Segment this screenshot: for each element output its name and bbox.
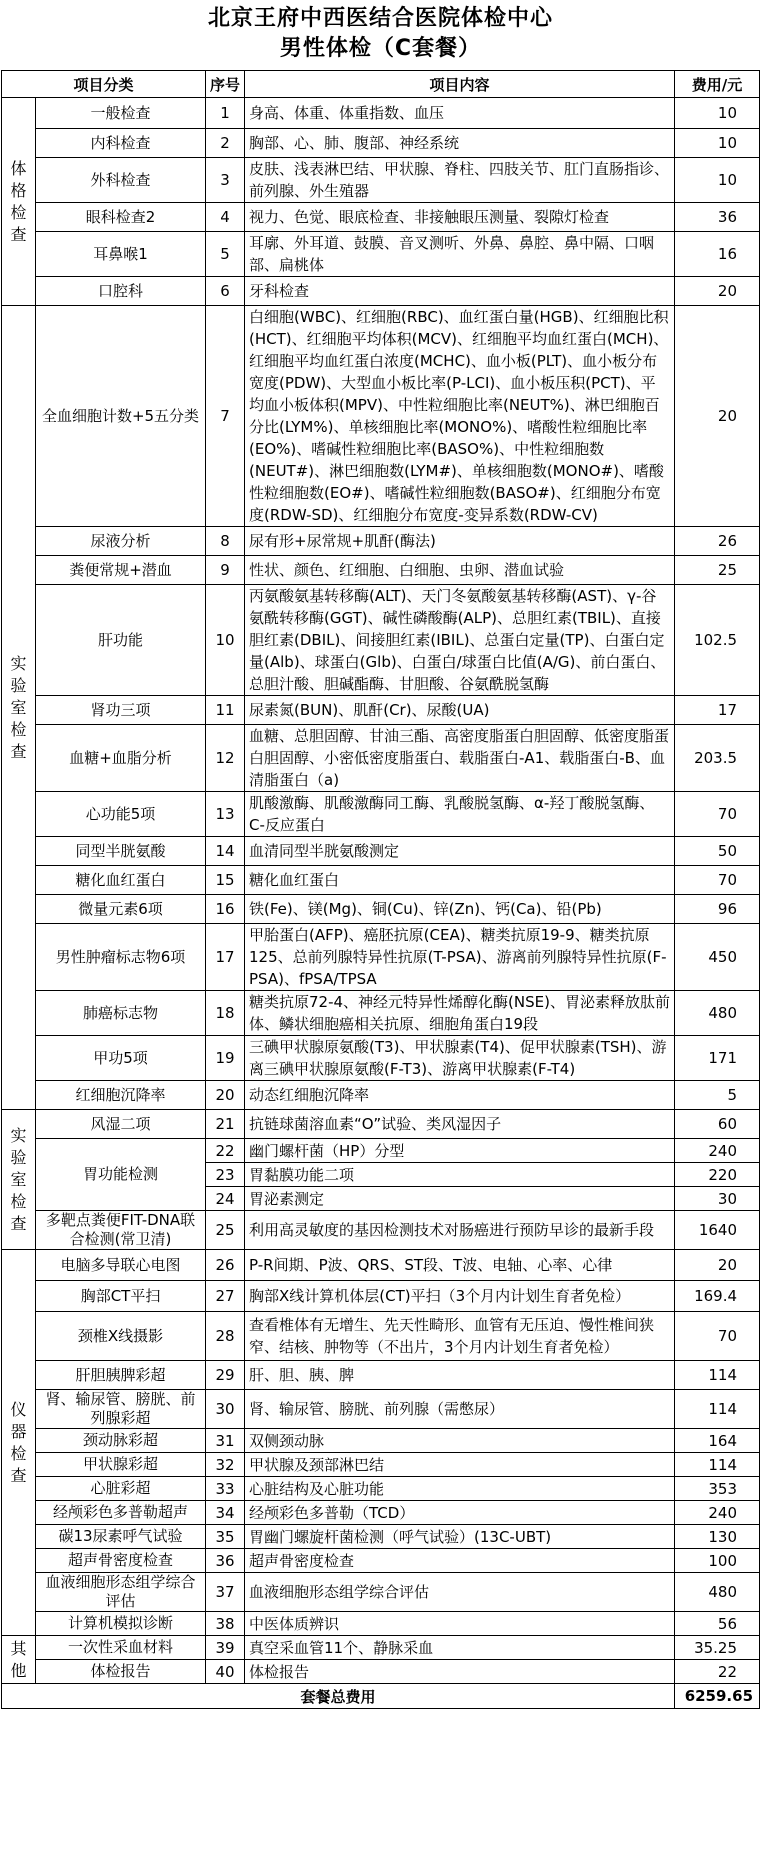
table-row	[2, 1453, 760, 1477]
item-name: 碳13尿素呼气试验	[36, 1525, 206, 1549]
item-name: 肾、输尿管、膀胱、前列腺彩超	[36, 1390, 206, 1429]
exam-items-table	[1, 70, 760, 1709]
table-row	[2, 1211, 760, 1250]
item-content: 丙氨酸氨基转移酶(ALT)、天门冬氨酸氨基转移酶(AST)、γ-谷氨酰转移酶(GGT)、碱性磷酸酶(ALP)、总胆红素(TBIL)、直接胆红素(DBIL)、间接胆红素(IBIL)、总蛋白定量(TP)、白蛋白定量(Alb)、球蛋白(Glb)、白蛋白/球蛋白比值(A/G)、前白蛋白、总胆汁酸、胆碱酯酶、甘胆酸、谷氨酰脱氢酶	[245, 585, 675, 696]
item-fee: 100	[675, 1549, 760, 1573]
item-number: 14	[206, 837, 245, 866]
item-number: 11	[206, 696, 245, 725]
item-number: 23	[206, 1163, 245, 1187]
item-name: 风湿二项	[36, 1110, 206, 1139]
item-name: 甲功5项	[36, 1036, 206, 1081]
item-content: 肾、输尿管、膀胱、前列腺（需憋尿）	[245, 1390, 675, 1429]
item-content: 尿素氮(BUN)、肌酐(Cr)、尿酸(UA)	[245, 696, 675, 725]
item-name: 全血细胞计数+5五分类	[36, 306, 206, 527]
item-number: 6	[206, 277, 245, 306]
item-name: 电脑多导联心电图	[36, 1250, 206, 1281]
table-row	[2, 1110, 760, 1139]
item-number: 33	[206, 1477, 245, 1501]
item-fee: 20	[675, 306, 760, 527]
item-number: 15	[206, 866, 245, 895]
table-row	[2, 1660, 760, 1684]
table-row	[2, 1390, 760, 1429]
item-name: 颈椎X线摄影	[36, 1312, 206, 1361]
item-content: 幽门螺杆菌（HP）分型	[245, 1139, 675, 1163]
item-content: 查看椎体有无增生、先天性畸形、血管有无压迫、慢性椎间狭窄、结核、肿物等（不出片，3个月内计划生育者免检）	[245, 1312, 675, 1361]
item-content: 皮肤、浅表淋巴结、甲状腺、脊柱、四肢关节、肛门直肠指诊、前列腺、外生殖器	[245, 158, 675, 203]
item-content: 甲胎蛋白(AFP)、癌胚抗原(CEA)、糖类抗原19-9、糖类抗原125、总前列腺特异性抗原(T-PSA)、游离前列腺特异性抗原(F-PSA)、fPSA/TPSA	[245, 924, 675, 991]
item-fee: 102.5	[675, 585, 760, 696]
item-number: 26	[206, 1250, 245, 1281]
item-fee: 171	[675, 1036, 760, 1081]
item-fee: 353	[675, 1477, 760, 1501]
item-content: 性状、颜色、红细胞、白细胞、虫卵、潜血试验	[245, 556, 675, 585]
item-name: 胃功能检测	[36, 1139, 206, 1211]
item-content: 铁(Fe)、镁(Mg)、铜(Cu)、锌(Zn)、钙(Ca)、铅(Pb)	[245, 895, 675, 924]
table-row	[2, 1036, 760, 1081]
item-name: 同型半胱氨酸	[36, 837, 206, 866]
item-fee: 96	[675, 895, 760, 924]
table-row	[2, 1081, 760, 1110]
item-name: 红细胞沉降率	[36, 1081, 206, 1110]
item-name: 心功能5项	[36, 792, 206, 837]
item-name: 一次性采血材料	[36, 1636, 206, 1660]
total-label: 套餐总费用	[2, 1684, 675, 1709]
item-name: 计算机模拟诊断	[36, 1612, 206, 1636]
item-fee: 36	[675, 203, 760, 232]
table-row	[2, 1429, 760, 1453]
table-row	[2, 1612, 760, 1636]
category-label: 其他	[10, 1638, 27, 1680]
item-name: 血糖+血脂分析	[36, 725, 206, 792]
item-number: 29	[206, 1361, 245, 1390]
item-content: 血液细胞形态组学综合评估	[245, 1573, 675, 1612]
table-row	[2, 1250, 760, 1281]
item-number: 17	[206, 924, 245, 991]
item-number: 18	[206, 991, 245, 1036]
table-row	[2, 1281, 760, 1312]
item-name: 粪便常规+潜血	[36, 556, 206, 585]
item-number: 28	[206, 1312, 245, 1361]
table-row	[2, 306, 760, 527]
table-row	[2, 1525, 760, 1549]
item-content: 双侧颈动脉	[245, 1429, 675, 1453]
item-number: 34	[206, 1501, 245, 1525]
category-group-other	[2, 1636, 36, 1684]
header-category: 项目分类	[2, 71, 206, 98]
table-row	[2, 98, 760, 129]
item-fee: 70	[675, 1312, 760, 1361]
item-fee: 30	[675, 1187, 760, 1211]
item-fee: 203.5	[675, 725, 760, 792]
item-number: 1	[206, 98, 245, 129]
item-number: 9	[206, 556, 245, 585]
item-name: 肝功能	[36, 585, 206, 696]
item-content: 利用高灵敏度的基因检测技术对肠癌进行预防早诊的最新手段	[245, 1211, 675, 1250]
item-name: 经颅彩色多普勒超声	[36, 1501, 206, 1525]
table-row	[2, 129, 760, 158]
item-name: 微量元素6项	[36, 895, 206, 924]
table-row	[2, 277, 760, 306]
item-name: 眼科检查2	[36, 203, 206, 232]
item-number: 16	[206, 895, 245, 924]
item-name: 肾功三项	[36, 696, 206, 725]
item-name: 多靶点粪便FIT-DNA联合检测(常卫清)	[36, 1211, 206, 1250]
item-number: 13	[206, 792, 245, 837]
item-fee: 70	[675, 792, 760, 837]
item-content: P-R间期、P波、QRS、ST段、T波、电轴、心率、心律	[245, 1250, 675, 1281]
item-content: 胸部X线计算机体层(CT)平扫（3个月内计划生育者免检）	[245, 1281, 675, 1312]
item-number: 35	[206, 1525, 245, 1549]
table-row	[2, 1361, 760, 1390]
item-fee: 220	[675, 1163, 760, 1187]
item-number: 22	[206, 1139, 245, 1163]
table-row	[2, 232, 760, 277]
category-label: 实验室检查	[10, 653, 27, 761]
table-row	[2, 585, 760, 696]
item-number: 7	[206, 306, 245, 527]
table-row	[2, 1549, 760, 1573]
item-name: 肺癌标志物	[36, 991, 206, 1036]
item-name: 男性肿瘤标志物6项	[36, 924, 206, 991]
hospital-title: 北京王府中西医结合医院体检中心	[207, 6, 553, 31]
item-name: 心脏彩超	[36, 1477, 206, 1501]
item-fee: 130	[675, 1525, 760, 1549]
item-fee: 240	[675, 1139, 760, 1163]
table-row	[2, 1139, 760, 1163]
item-content: 尿有形+尿常规+肌酐(酶法)	[245, 527, 675, 556]
item-name: 肝胆胰脾彩超	[36, 1361, 206, 1390]
table-row	[2, 866, 760, 895]
item-number: 39	[206, 1636, 245, 1660]
item-fee: 10	[675, 98, 760, 129]
item-fee: 20	[675, 1250, 760, 1281]
category-group-lab2	[2, 1110, 36, 1250]
total-row	[2, 1684, 760, 1709]
item-number: 19	[206, 1036, 245, 1081]
item-number: 31	[206, 1429, 245, 1453]
item-fee: 114	[675, 1361, 760, 1390]
header-fee: 费用/元	[675, 71, 760, 98]
category-group-instrument	[2, 1250, 36, 1636]
table-row	[2, 1636, 760, 1660]
table-row	[2, 725, 760, 792]
item-number: 4	[206, 203, 245, 232]
table-row	[2, 527, 760, 556]
item-name: 口腔科	[36, 277, 206, 306]
package-title: 男性体检（C套餐）	[279, 36, 482, 61]
item-name: 糖化血红蛋白	[36, 866, 206, 895]
item-content: 肌酸激酶、肌酸激酶同工酶、乳酸脱氢酶、α-羟丁酸脱氢酶、C-反应蛋白	[245, 792, 675, 837]
sheet-header	[0, 0, 761, 70]
header-content: 项目内容	[245, 71, 675, 98]
item-fee: 114	[675, 1390, 760, 1429]
table-row	[2, 924, 760, 991]
item-content: 超声骨密度检查	[245, 1549, 675, 1573]
item-content: 胃黏膜功能二项	[245, 1163, 675, 1187]
item-number: 2	[206, 129, 245, 158]
item-fee: 10	[675, 158, 760, 203]
item-fee: 164	[675, 1429, 760, 1453]
item-content: 抗链球菌溶血素“O”试验、类风湿因子	[245, 1110, 675, 1139]
item-fee: 56	[675, 1612, 760, 1636]
table-row	[2, 696, 760, 725]
table-row	[2, 1312, 760, 1361]
table-row	[2, 837, 760, 866]
item-fee: 35.25	[675, 1636, 760, 1660]
category-label: 体格检查	[10, 158, 27, 244]
item-content: 血糖、总胆固醇、甘油三酯、高密度脂蛋白胆固醇、低密度脂蛋白胆固醇、小密低密度脂蛋白、载脂蛋白-A1、载脂蛋白-B、血清脂蛋白（a)	[245, 725, 675, 792]
item-content: 真空采血管11个、静脉采血	[245, 1636, 675, 1660]
item-number: 12	[206, 725, 245, 792]
item-content: 经颅彩色多普勒（TCD）	[245, 1501, 675, 1525]
item-fee: 22	[675, 1660, 760, 1684]
item-number: 24	[206, 1187, 245, 1211]
item-content: 糖类抗原72-4、神经元特异性烯醇化酶(NSE)、胃泌素释放肽前体、鳞状细胞癌相关抗原、细胞角蛋白19段	[245, 991, 675, 1036]
item-content: 胸部、心、肺、腹部、神经系统	[245, 129, 675, 158]
table-row	[2, 792, 760, 837]
item-name: 耳鼻喉1	[36, 232, 206, 277]
item-number: 40	[206, 1660, 245, 1684]
item-content: 视力、色觉、眼底检查、非接触眼压测量、裂隙灯检查	[245, 203, 675, 232]
table-row	[2, 991, 760, 1036]
item-content: 糖化血红蛋白	[245, 866, 675, 895]
item-content: 肝、胆、胰、脾	[245, 1361, 675, 1390]
table-row	[2, 895, 760, 924]
item-fee: 114	[675, 1453, 760, 1477]
item-content: 体检报告	[245, 1660, 675, 1684]
item-name: 颈动脉彩超	[36, 1429, 206, 1453]
item-content: 白细胞(WBC)、红细胞(RBC)、血红蛋白量(HGB)、红细胞比积(HCT)、红细胞平均体积(MCV)、红细胞平均血红蛋白(MCH)、红细胞平均血红蛋白浓度(MCHC)、血小板(PLT)、血小板分布宽度(PDW)、大型血小板比率(P-LCI)、血小板压积(PCT)、平均血小板体积(MPV)、中性粒细胞比率(NEUT%)、淋巴细胞百分比(LYM%)、单核细胞比率(MONO%)、嗜酸性粒细胞比率(EO%)、嗜碱性粒细胞比率(BASO%)、中性粒细胞数(NEUT#)、淋巴细胞数(LYM#)、单核细胞数(MONO#)、嗜酸性粒细胞数(EO#)、嗜碱性粒细胞数(BASO#)、红细胞分布宽度(RDW-SD)、红细胞分布宽度-变异系数(RDW-CV)	[245, 306, 675, 527]
item-name: 超声骨密度检查	[36, 1549, 206, 1573]
item-content: 胃泌素测定	[245, 1187, 675, 1211]
item-fee: 20	[675, 277, 760, 306]
item-number: 38	[206, 1612, 245, 1636]
item-name: 体检报告	[36, 1660, 206, 1684]
item-fee: 240	[675, 1501, 760, 1525]
item-content: 甲状腺及颈部淋巴结	[245, 1453, 675, 1477]
item-content: 血清同型半胱氨酸测定	[245, 837, 675, 866]
item-fee: 16	[675, 232, 760, 277]
item-fee: 480	[675, 1573, 760, 1612]
item-number: 20	[206, 1081, 245, 1110]
item-fee: 1640	[675, 1211, 760, 1250]
item-fee: 169.4	[675, 1281, 760, 1312]
item-fee: 17	[675, 696, 760, 725]
category-group-physical	[2, 98, 36, 306]
category-label: 仪器检查	[10, 1399, 27, 1485]
table-row	[2, 1477, 760, 1501]
table-row	[2, 158, 760, 203]
category-group-lab1	[2, 306, 36, 1110]
item-number: 25	[206, 1211, 245, 1250]
item-fee: 26	[675, 527, 760, 556]
item-number: 36	[206, 1549, 245, 1573]
item-number: 5	[206, 232, 245, 277]
table-header-row	[2, 71, 760, 98]
item-content: 心脏结构及心脏功能	[245, 1477, 675, 1501]
item-content: 身高、体重、体重指数、血压	[245, 98, 675, 129]
item-number: 30	[206, 1390, 245, 1429]
item-number: 8	[206, 527, 245, 556]
item-name: 一般检查	[36, 98, 206, 129]
item-content: 耳廓、外耳道、鼓膜、音叉测听、外鼻、鼻腔、鼻中隔、口咽部、扁桃体	[245, 232, 675, 277]
item-number: 27	[206, 1281, 245, 1312]
item-content: 胃幽门螺旋杆菌检测（呼气试验）(13C-UBT)	[245, 1525, 675, 1549]
item-fee: 25	[675, 556, 760, 585]
item-number: 21	[206, 1110, 245, 1139]
item-fee: 450	[675, 924, 760, 991]
table-row	[2, 1501, 760, 1525]
item-fee: 5	[675, 1081, 760, 1110]
table-row	[2, 203, 760, 232]
item-name: 内科检查	[36, 129, 206, 158]
item-content: 三碘甲状腺原氨酸(T3)、甲状腺素(T4)、促甲状腺素(TSH)、游离三碘甲状腺原氨酸(F-T3)、游离甲状腺素(F-T4)	[245, 1036, 675, 1081]
item-content: 动态红细胞沉降率	[245, 1081, 675, 1110]
item-fee: 480	[675, 991, 760, 1036]
item-name: 胸部CT平扫	[36, 1281, 206, 1312]
category-label: 实验室检查	[10, 1125, 27, 1233]
item-content: 牙科检查	[245, 277, 675, 306]
header-number: 序号	[206, 71, 245, 98]
item-fee: 10	[675, 129, 760, 158]
item-number: 10	[206, 585, 245, 696]
item-name: 血液细胞形态组学综合评估	[36, 1573, 206, 1612]
total-value: 6259.65	[675, 1684, 760, 1709]
item-number: 3	[206, 158, 245, 203]
item-name: 甲状腺彩超	[36, 1453, 206, 1477]
item-name: 外科检查	[36, 158, 206, 203]
item-content: 中医体质辨识	[245, 1612, 675, 1636]
item-fee: 60	[675, 1110, 760, 1139]
table-row	[2, 556, 760, 585]
item-name: 尿液分析	[36, 527, 206, 556]
table-row	[2, 1573, 760, 1612]
item-number: 32	[206, 1453, 245, 1477]
item-number: 37	[206, 1573, 245, 1612]
item-fee: 70	[675, 866, 760, 895]
item-fee: 50	[675, 837, 760, 866]
